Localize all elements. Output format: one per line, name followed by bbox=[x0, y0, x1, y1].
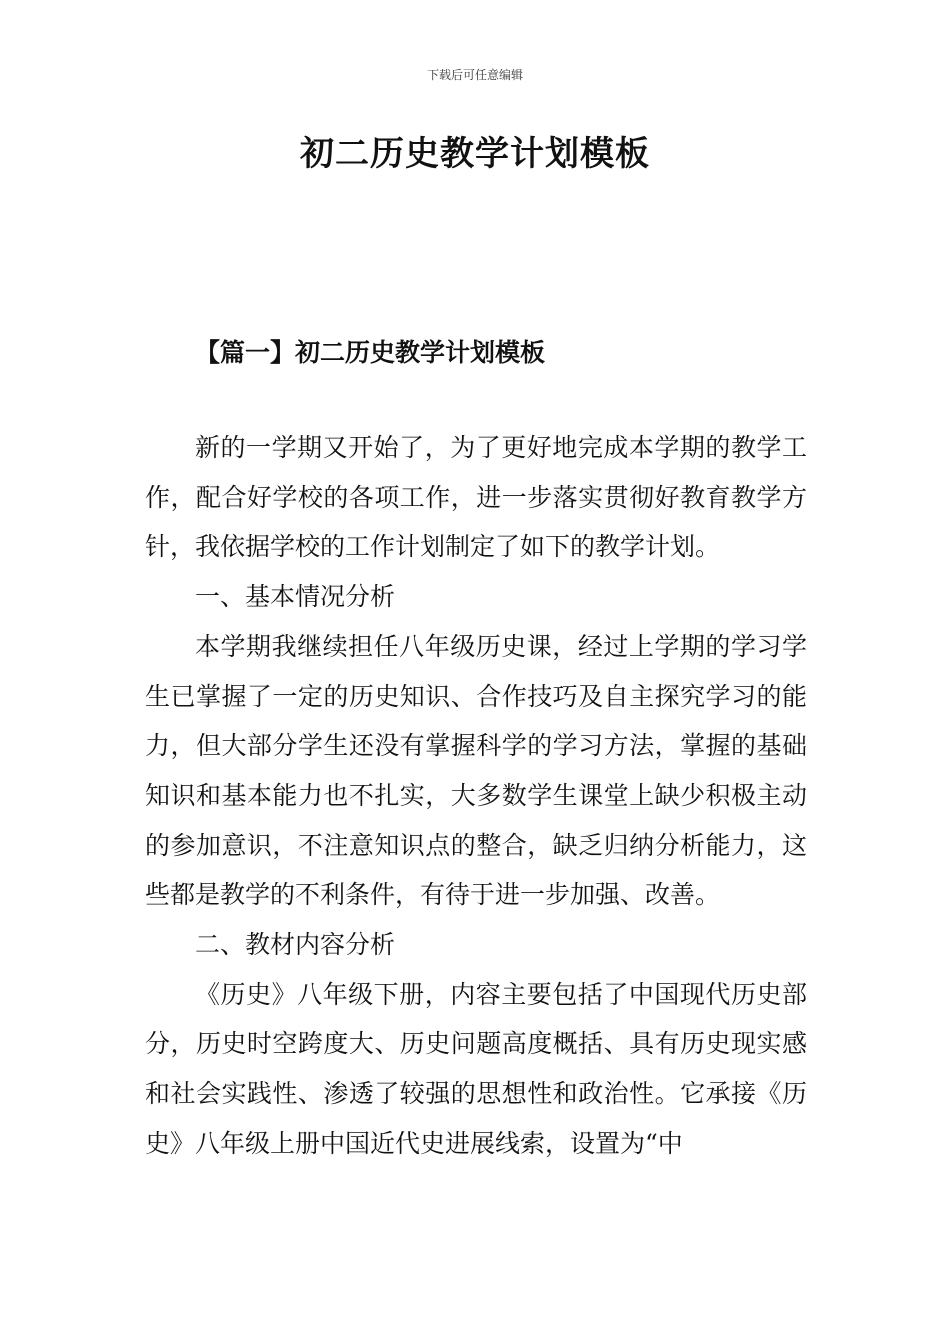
header-note: 下载后可任意编辑 bbox=[426, 68, 523, 82]
basic-situation-paragraph: 本学期我继续担任八年级历史课，经过上学期的学习学生已掌握了一定的历史知识、合作技巧及自主探究学习的能力，但大部分学生还没有掌握科学的学习方法，掌握的基础知识和基本能力也不扎实，大多数学生课堂上缺少积极主动的参加意识，不注意知识点的整合，缺乏归纳分析能力，这些都是教学的不利条件，有待于进一步加强、改善。 bbox=[145, 631, 807, 910]
document-body bbox=[145, 423, 807, 1169]
textbook-analysis-paragraph: 《历史》八年级下册，内容主要包括了中国现代历史部分，历史时空跨度大、历史问题高度概括、具有历史现实感和社会实践性、渗透了较强的思想性和政治性。它承接《历史》八年级上册中国近代史进展线索，设置为“中 bbox=[145, 979, 807, 1158]
subheading-basic-situation: 一、基本情况分析 bbox=[195, 582, 396, 612]
intro-paragraph: 新的一学期又开始了，为了更好地完成本学期的教学工作，配合好学校的各项工作，进一步落实贯彻好教育教学方针，我依据学校的工作计划制定了如下的教学计划。 bbox=[145, 433, 807, 562]
document-title: 初二历史教学计划模板 bbox=[300, 134, 650, 174]
subheading-textbook-analysis: 二、教材内容分析 bbox=[195, 930, 396, 960]
section-heading: 【篇一】初二历史教学计划模板 bbox=[195, 338, 546, 367]
